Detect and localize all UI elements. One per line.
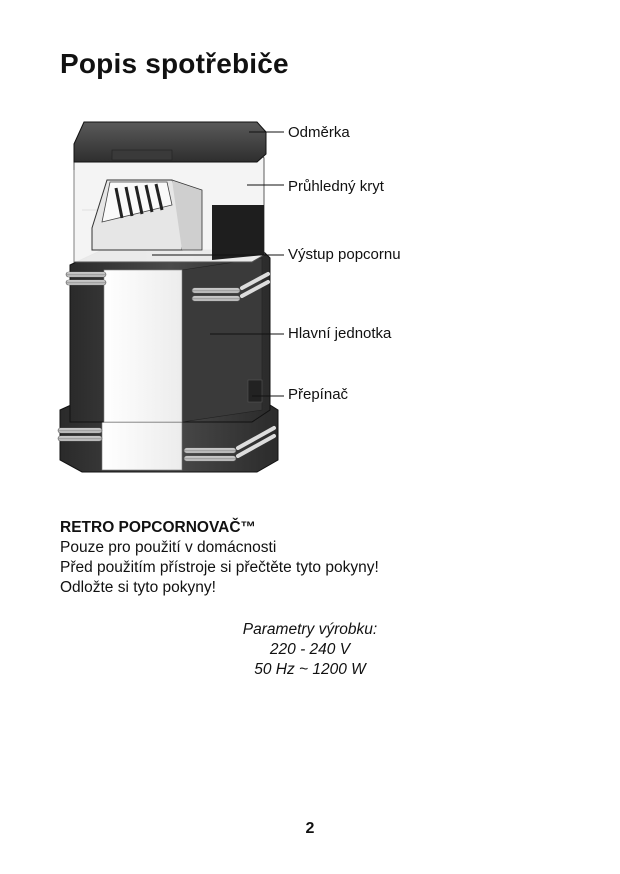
page-number: 2: [305, 820, 315, 837]
callout-odmerka: Odměrka: [288, 124, 350, 141]
product-line: Před použitím přístroje si přečtěte tyto pokyny!: [60, 559, 379, 576]
popcorn-chute: [92, 180, 202, 250]
parameter-voltage: 220 - 240 V: [269, 641, 351, 658]
popcorn-maker-illustration: [52, 110, 292, 480]
callout-prepinac: Přepínač: [288, 386, 349, 403]
product-name: RETRO POPCORNOVAČ™: [60, 519, 257, 536]
parameters-heading: Parametry výrobku:: [242, 621, 378, 638]
parameter-power: 50 Hz ~ 1200 W: [254, 661, 366, 678]
measuring-cup-lid: [74, 122, 266, 162]
product-parameters: [0, 620, 620, 680]
product-line: Odložte si tyto pokyny!: [60, 579, 216, 596]
callout-vystup-popcornu: Výstup popcornu: [288, 246, 401, 263]
callout-pruhledny-kryt: Průhledný kryt: [288, 178, 384, 195]
product-line: Pouze pro použití v domácnosti: [60, 539, 277, 556]
product-info: [60, 518, 379, 598]
callout-hlavni-jednotka: Hlavní jednotka: [288, 325, 392, 342]
page-title: Popis spotřebiče: [60, 48, 289, 79]
